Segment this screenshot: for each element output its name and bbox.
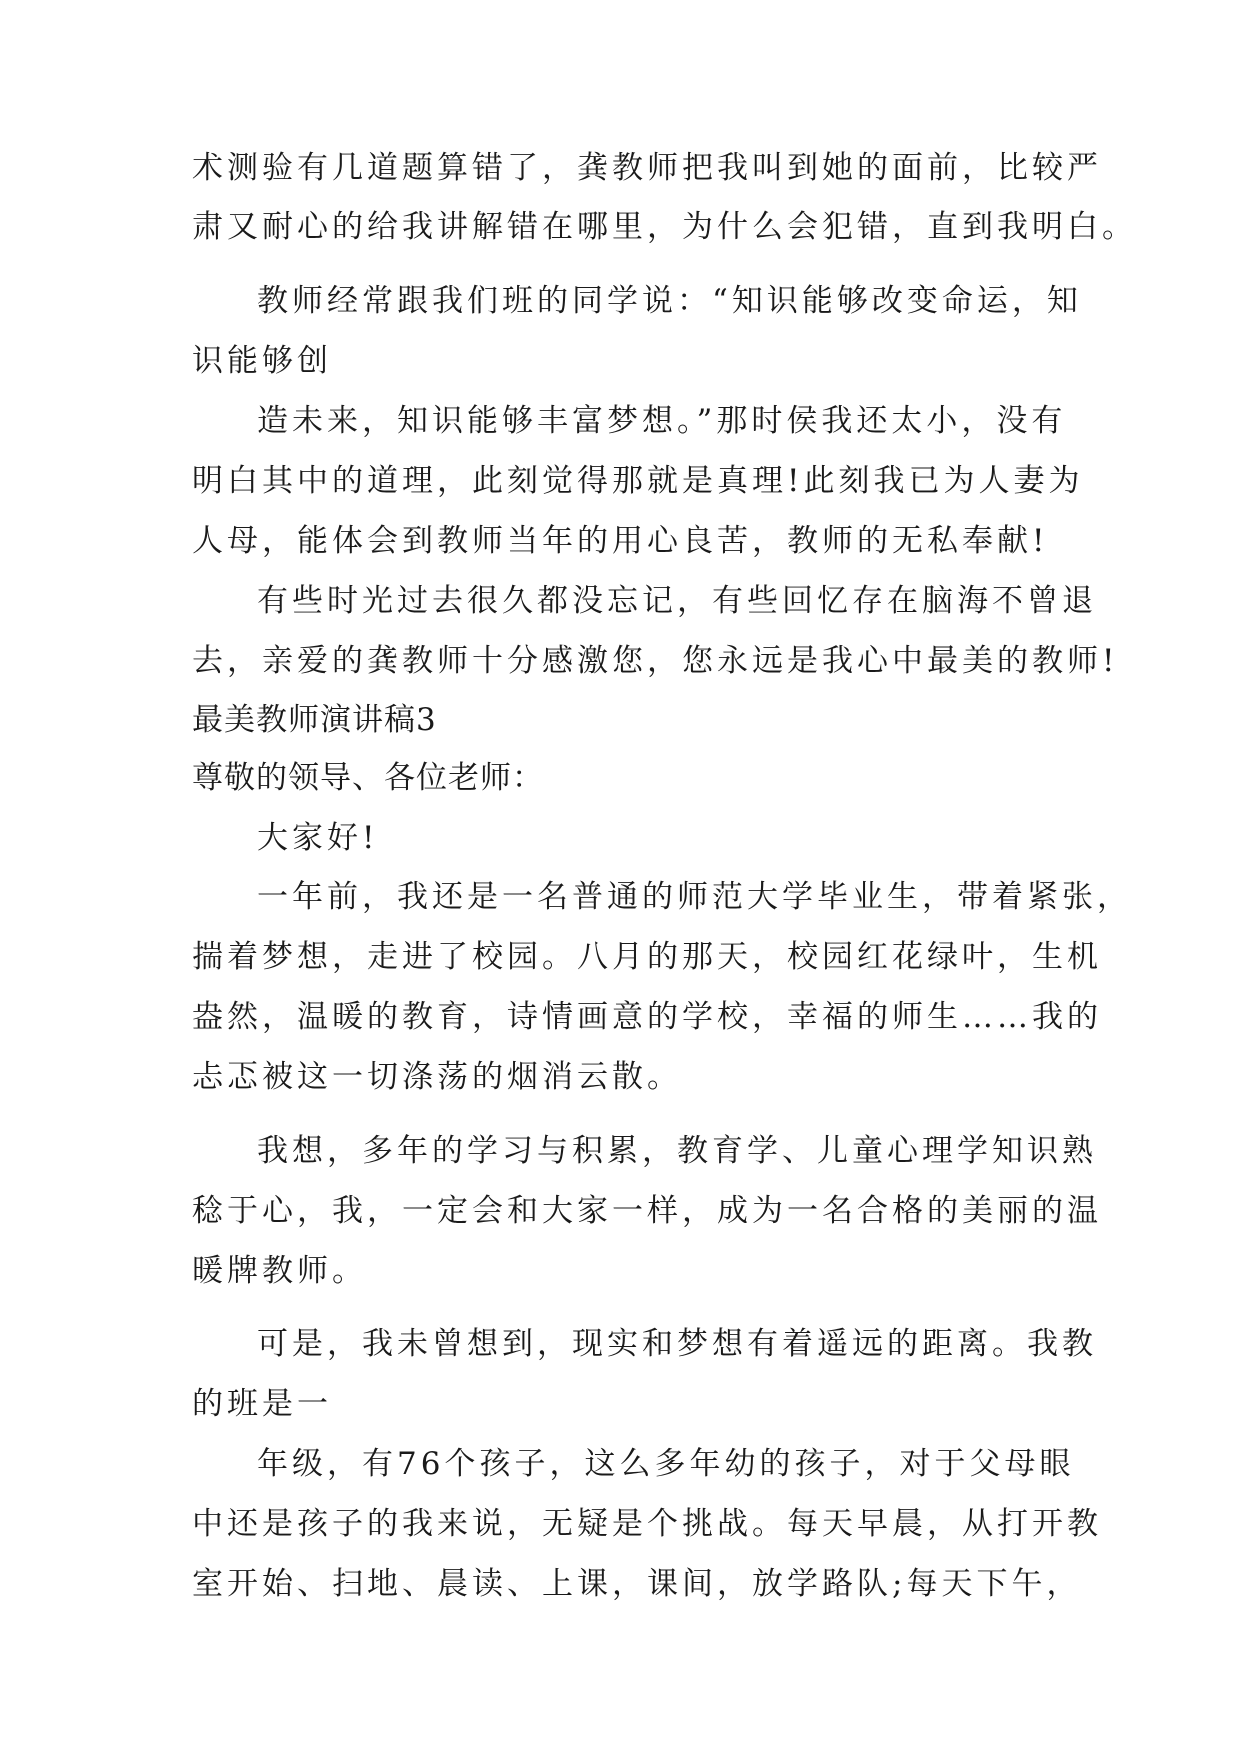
section-heading: 最美教师演讲稿3 xyxy=(192,702,437,738)
text-line: 盎然，温暖的教育，诗情画意的学校，幸福的师生……我的 xyxy=(192,999,1102,1035)
text-line: 稔于心，我，一定会和大家一样，成为一名合格的美丽的温 xyxy=(192,1193,1102,1229)
paragraph-line: 有些时光过去很久都没忘记，有些回忆存在脑海不曾退 xyxy=(257,583,1097,619)
text-line: 的班是一 xyxy=(192,1386,332,1422)
paragraph-line: 我想，多年的学习与积累，教育学、儿童心理学知识熟 xyxy=(257,1133,1097,1169)
paragraph-line: 一年前，我还是一名普通的师范大学毕业生，带着紧张， xyxy=(257,879,1132,915)
salutation: 尊敬的领导、各位老师： xyxy=(192,760,544,796)
text-line: 去，亲爱的龚教师十分感激您，您永远是我心中最美的教师! xyxy=(192,643,1119,679)
greeting: 大家好! xyxy=(257,820,379,856)
paragraph-line: 造未来，知识能够丰富梦想。”那时侯我还太小，没有 xyxy=(257,403,1067,439)
text-line: 揣着梦想，走进了校园。八月的那天，校园红花绿叶，生机 xyxy=(192,939,1102,975)
text-line: 人母，能体会到教师当年的用心良苦，教师的无私奉献! xyxy=(192,523,1049,559)
paragraph-line: 教师经常跟我们班的同学说：“知识能够改变命运，知 xyxy=(257,283,1082,319)
text-line: 明白其中的道理，此刻觉得那就是真理!此刻我已为人妻为 xyxy=(192,463,1084,499)
paragraph-line: 年级，有76个孩子，这么多年幼的孩子，对于父母眼 xyxy=(257,1446,1075,1482)
paragraph-line: 可是，我未曾想到，现实和梦想有着遥远的距离。我教 xyxy=(257,1326,1097,1362)
text-line: 识能够创 xyxy=(192,343,332,379)
text-line: 忐忑被这一切涤荡的烟消云散。 xyxy=(192,1059,682,1095)
text-line: 室开始、扫地、晨读、上课，课间，放学路队;每天下午， xyxy=(192,1566,1082,1602)
text-line: 术测验有几道题算错了，龚教师把我叫到她的面前，比较严 xyxy=(192,150,1102,186)
text-line: 肃又耐心的给我讲解错在哪里，为什么会犯错，直到我明白。 xyxy=(192,209,1137,245)
text-line: 暖牌教师。 xyxy=(192,1253,367,1289)
text-line: 中还是孩子的我来说，无疑是个挑战。每天早晨，从打开教 xyxy=(192,1506,1102,1542)
